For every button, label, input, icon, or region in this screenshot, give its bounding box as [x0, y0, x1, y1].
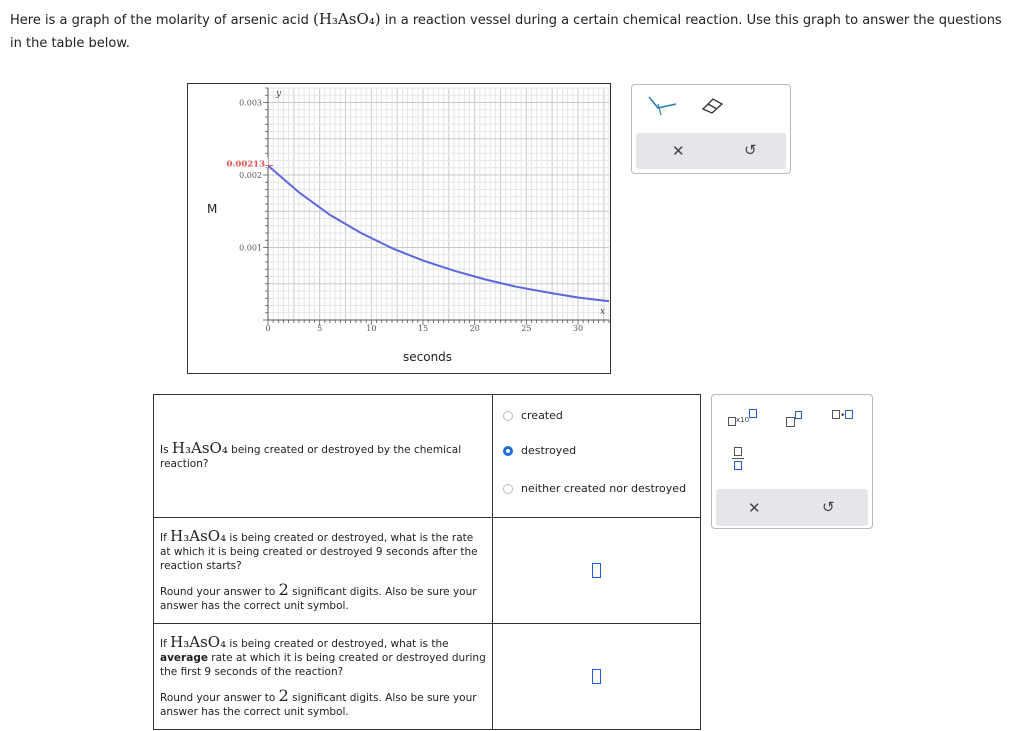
graph-tools-bar [636, 133, 786, 169]
answer-3-cell [493, 624, 701, 730]
x10-button[interactable]: x10 [728, 409, 757, 426]
radio-created[interactable] [503, 411, 513, 421]
clear-graph-button[interactable]: ✕ [672, 142, 685, 160]
radio-destroyed[interactable] [503, 446, 513, 456]
clear-answer-button[interactable]: ✕ [748, 499, 761, 517]
question-1: Is H₃AsO₄ being created or destroyed by the chemical reaction? [154, 395, 493, 518]
intro-text: Here is a graph of the molarity of arsenic acid (H₃AsO₄) in a reaction vessel during a certain chemical reaction. Use this graph to answer the questions in the table below. [10, 10, 1002, 51]
fraction-button[interactable] [734, 447, 744, 470]
y-axis-letter: y [276, 89, 282, 99]
y-tick-label: 0.001 [239, 243, 262, 253]
x-tick-label: 15 [417, 324, 429, 333]
superscript-button[interactable] [786, 409, 802, 427]
pen-icon[interactable] [646, 93, 680, 121]
y-tick-label: 0.002 [239, 171, 262, 180]
x-axis-letter: x [600, 307, 606, 317]
rate-answer-input[interactable] [592, 563, 601, 578]
keypad-bar [716, 489, 868, 526]
x-tick-label: 20 [469, 324, 480, 333]
option-created[interactable]: created [503, 409, 563, 422]
undo-answer-button[interactable]: ↺ [822, 498, 835, 516]
x-tick-label: 0 [265, 324, 271, 333]
math-keypad [711, 394, 873, 529]
answer-2-cell [493, 518, 701, 624]
decimal-button[interactable]: • [832, 410, 853, 421]
question-table [153, 394, 701, 730]
initial-value-label: 0.00213 [226, 159, 265, 170]
option-neither[interactable]: neither created nor destroyed [503, 482, 686, 495]
answer-1-options [493, 395, 701, 518]
molarity-chart[interactable] [188, 84, 612, 375]
x-tick-label: 25 [521, 324, 532, 333]
eraser-icon[interactable] [700, 95, 726, 119]
undo-graph-button[interactable]: ↺ [744, 141, 757, 159]
average-rate-answer-input[interactable] [592, 669, 601, 684]
x-axis-label: seconds [403, 350, 453, 364]
radio-neither[interactable] [503, 484, 513, 494]
question-2: If H₃AsO₄ is being created or destroyed, what is the rate at which it is being created or destroyed 9 seconds after the reaction starts? Round your answer to 2 significant digits. Also be sure your answer has the correct unit symbol. [154, 518, 493, 624]
y-tick-label: 0.003 [239, 98, 262, 108]
intro-formula: (H₃AsO₄) [312, 10, 381, 28]
x-tick-label: 5 [317, 324, 323, 333]
x-tick-label: 10 [366, 324, 377, 333]
graph-tools [631, 84, 791, 174]
y-axis-label: M [207, 202, 218, 216]
option-destroyed[interactable]: destroyed [503, 444, 576, 457]
x-tick-label: 30 [572, 324, 584, 333]
graph-panel[interactable] [187, 83, 611, 374]
question-3: If H₃AsO₄ is being created or destroyed, what is the average rate at which it is being created or destroyed during the first 9 seconds of the reaction? Round your answer to 2 significant digits. Also be sure your answer has the correct unit symbol. [154, 624, 493, 730]
